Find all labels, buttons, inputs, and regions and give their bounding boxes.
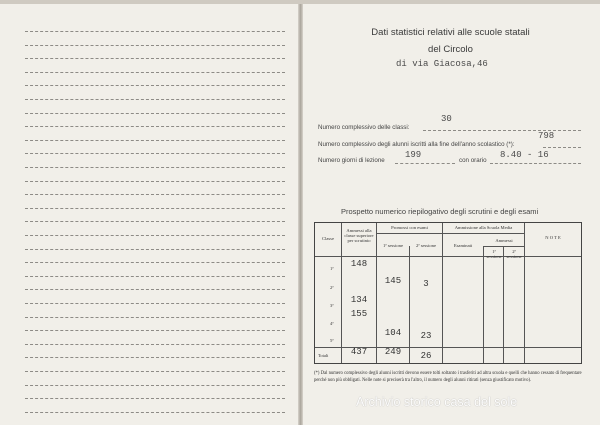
title-line1: Dati statistici relativi alle scuole statali	[371, 27, 530, 38]
ruled-line	[25, 58, 285, 59]
ruled-line	[25, 208, 285, 209]
ruled-line	[25, 126, 285, 127]
ruled-line	[25, 99, 285, 100]
hours-label: con orario	[459, 157, 487, 164]
ruled-line	[25, 140, 285, 141]
class-label: 4ª	[330, 321, 334, 326]
ruled-line	[25, 262, 285, 263]
ruled-line	[25, 276, 285, 277]
pupils-value: 798	[538, 131, 555, 141]
circolo-name: di via Giacosa,46	[396, 59, 488, 69]
header-ammissione: Ammissione alla Scuola Media	[454, 225, 513, 230]
classes-dash	[423, 130, 581, 131]
classes-value: 30	[441, 114, 452, 124]
ruled-line	[25, 235, 285, 236]
pupils-label: Numero complessivo degli alunni iscritti alla fine dell'anno scolastico (*):	[318, 141, 515, 148]
ruled-line	[25, 317, 285, 318]
pupils-dash	[543, 147, 581, 148]
totals-label: Totali	[318, 353, 329, 358]
class-label: 1ª	[330, 266, 334, 271]
book-fold	[298, 0, 303, 425]
header-ammessi-1s: 1ª sessione	[486, 249, 502, 259]
classes-label: Numero complessivo delle classi:	[318, 124, 410, 131]
header-classe: Classe	[322, 236, 334, 241]
header-ammessi-2s: 2ª sessione	[506, 249, 522, 259]
header-seconda-sessione: 2ª sessione	[415, 243, 437, 248]
ruled-line	[25, 72, 285, 73]
class-label: 3ª	[330, 303, 334, 308]
top-edge	[0, 0, 600, 4]
header-promossi: Promossi con esami	[391, 225, 428, 230]
ruled-line	[25, 167, 285, 168]
class-label: 2ª	[330, 285, 334, 290]
table-title: Prospetto numerico riepilogativo degli scrutini e degli esami	[341, 207, 539, 216]
ruled-line	[25, 344, 285, 345]
cell-promossi-5-1s: 104	[384, 328, 402, 338]
days-dash	[395, 163, 455, 164]
ruled-line	[25, 412, 285, 413]
ruled-line	[25, 153, 285, 154]
scrutini-table	[314, 222, 582, 364]
days-label: Numero giorni di lezione	[318, 157, 385, 164]
cell-totale-1s: 249	[384, 347, 402, 357]
class-label: 5ª	[330, 338, 334, 343]
days-value: 199	[405, 150, 422, 160]
cell-ammessi-3: 134	[350, 295, 368, 305]
ruled-line	[25, 330, 285, 331]
header-esaminati: Esaminati	[453, 243, 473, 248]
ruled-line	[25, 181, 285, 182]
ruled-line	[25, 398, 285, 399]
ruled-line	[25, 303, 285, 304]
ruled-line	[25, 221, 285, 222]
ruled-line	[25, 45, 285, 46]
footnote: (*) Dal numero complessivo degli alunni iscritti devono essere tolti soltanto i trasferiti ad altra scuola e quelli che hanno cessato di frequentare perché non più obbligati. Nelle note si preciserà tra l'altro, il numero degli alunni ritirati (senza giustificato motivo).	[314, 371, 582, 383]
cell-totale-2s: 26	[420, 351, 432, 361]
ruled-line	[25, 113, 285, 114]
ruled-line	[25, 371, 285, 372]
cell-totale-ammessi: 437	[350, 347, 368, 357]
ruled-line	[25, 289, 285, 290]
ruled-line	[25, 249, 285, 250]
cell-promossi-1s: 145	[384, 276, 402, 286]
cell-promossi-5-2s: 23	[420, 331, 432, 341]
hours-value: 8.40 - 16	[500, 150, 549, 160]
ruled-line	[25, 385, 285, 386]
ruled-line	[25, 194, 285, 195]
ruled-line	[25, 85, 285, 86]
header-ammessi: Ammessi alla classe superiore per scrutinio	[344, 228, 374, 243]
title-line2: del Circolo	[428, 44, 473, 55]
header-note: N O T E	[545, 235, 561, 240]
archive-watermark: Archivio storico casa del sole	[356, 395, 518, 409]
cell-ammessi-4: 155	[350, 309, 368, 319]
cell-promossi-2s: 3	[423, 279, 429, 289]
header-prima-sessione: 1ª sessione	[382, 243, 404, 248]
cell-ammessi-1: 148	[350, 259, 368, 269]
header-ammessi-media: Ammessi	[495, 238, 513, 243]
ruled-line	[25, 357, 285, 358]
ruled-line	[25, 31, 285, 32]
hours-dash	[490, 163, 581, 164]
